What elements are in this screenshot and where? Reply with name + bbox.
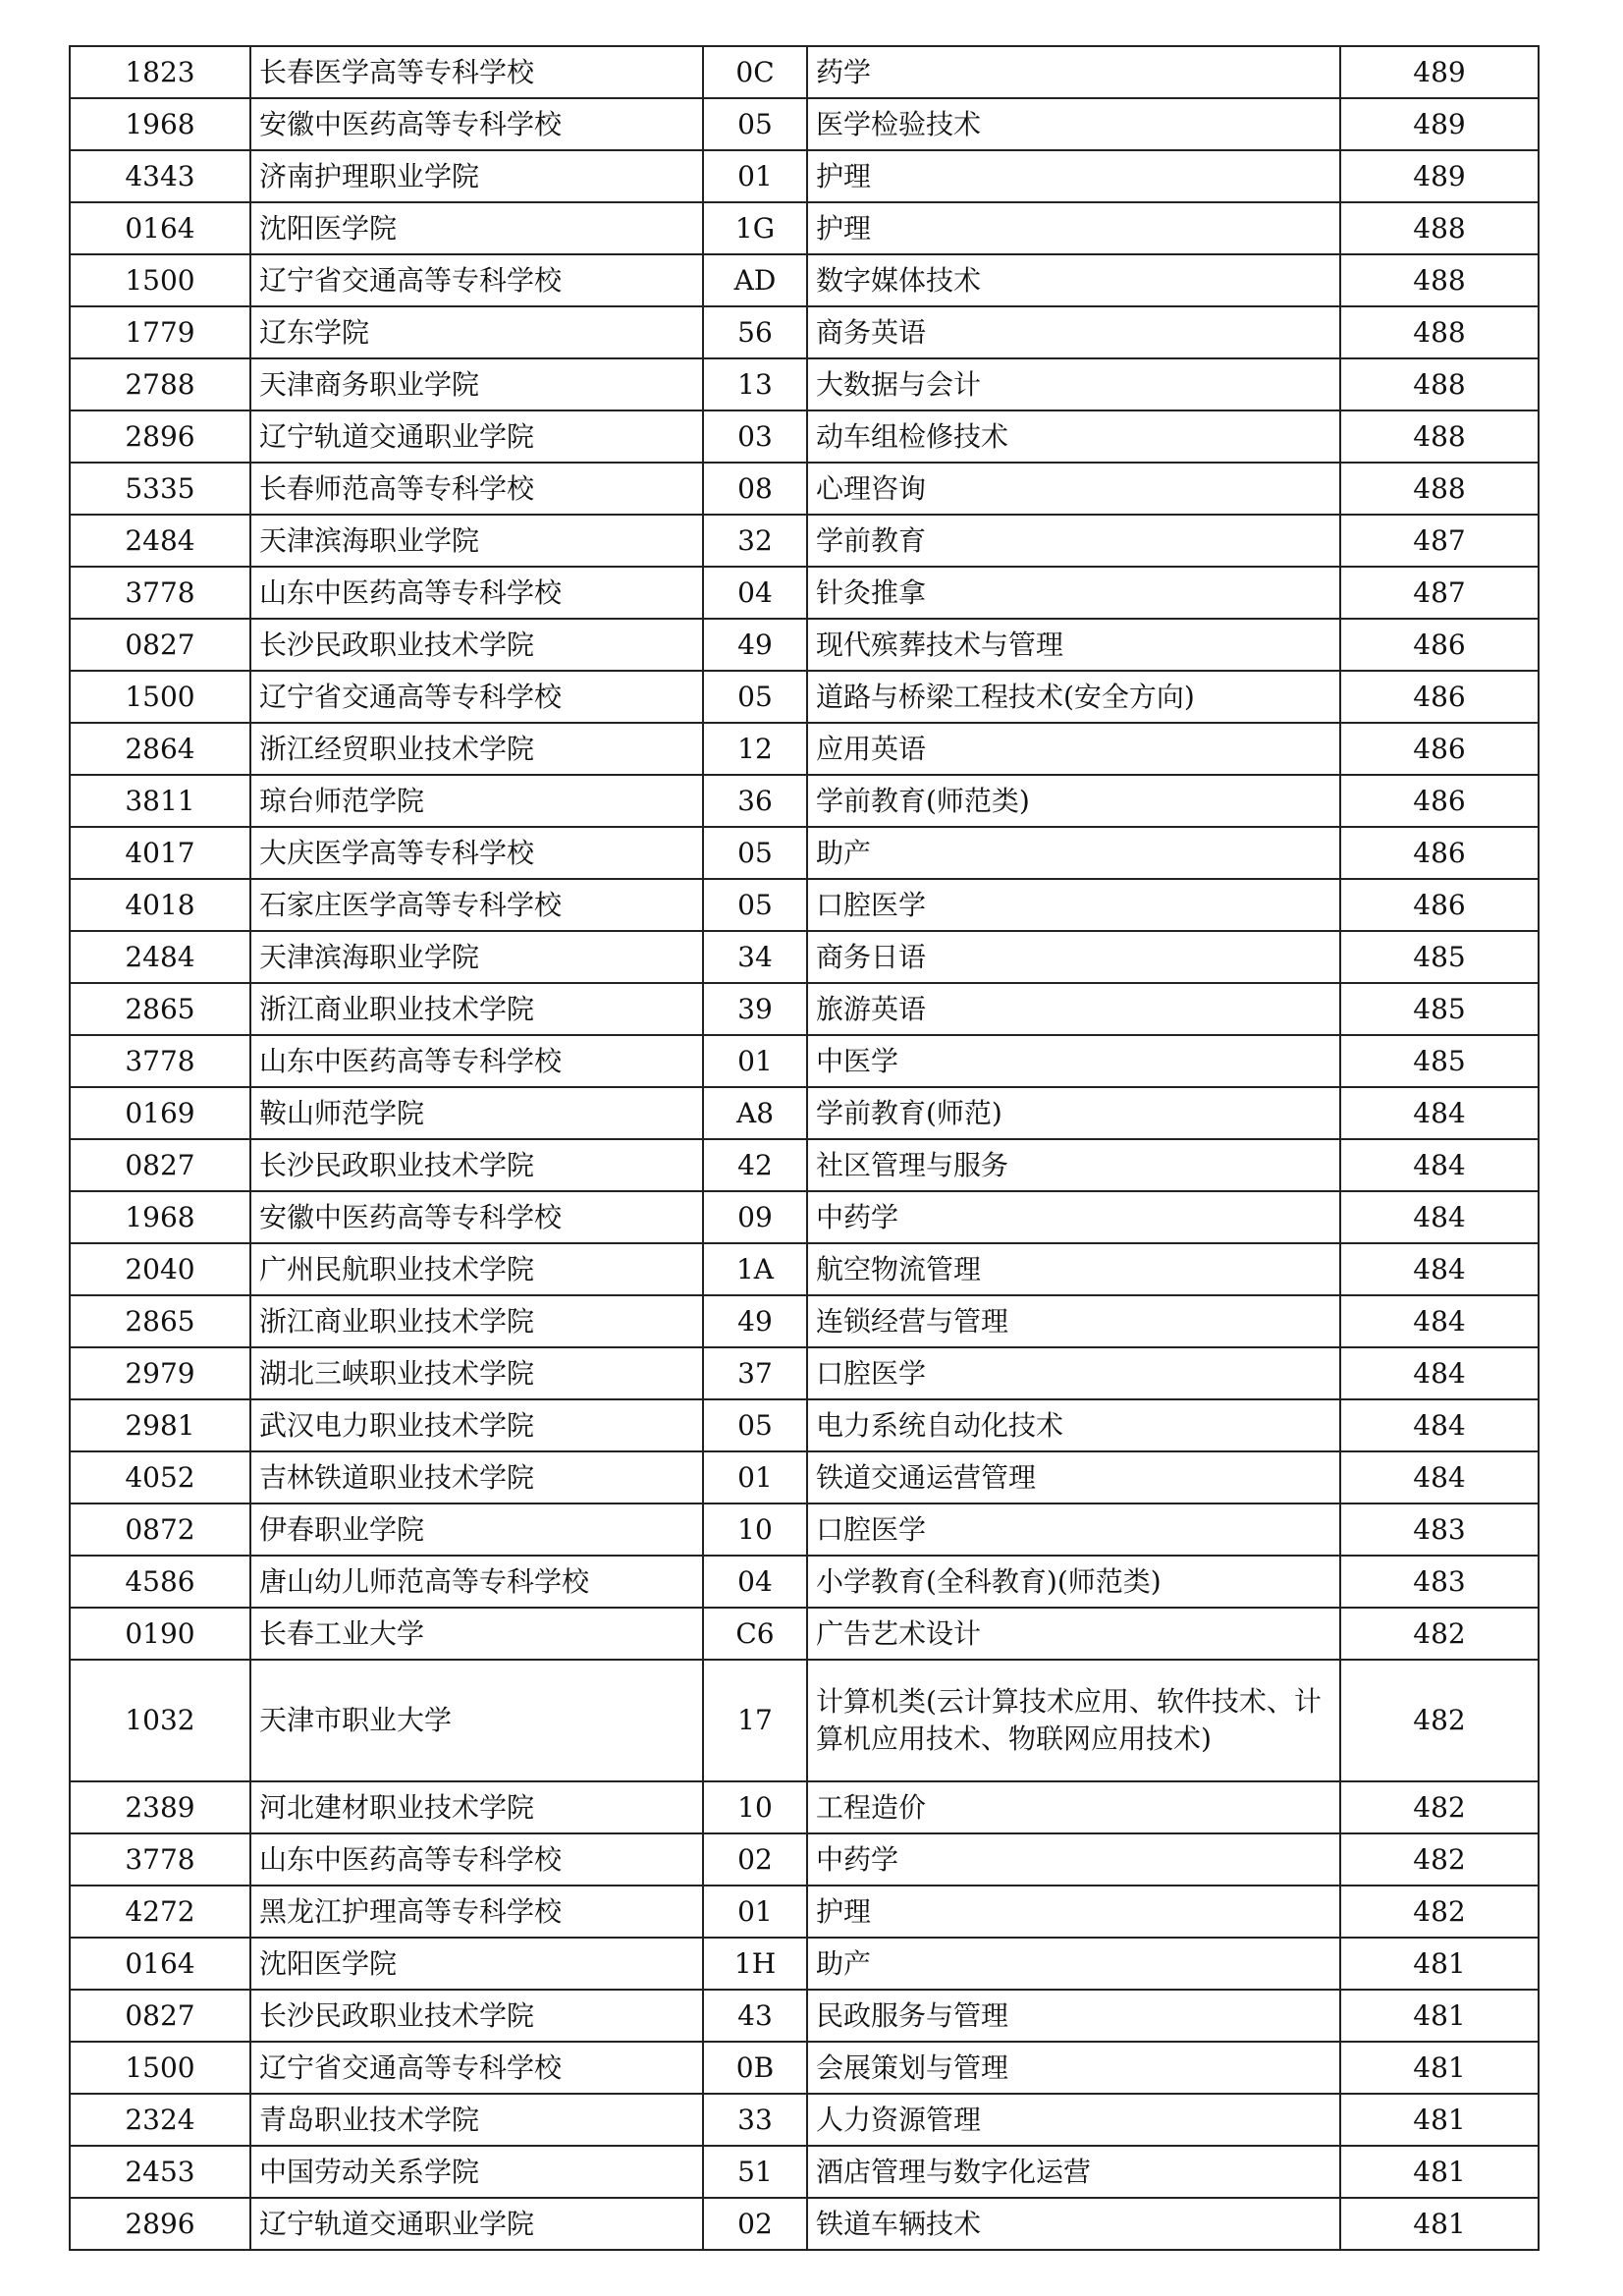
major-code-cell: 02 xyxy=(703,2198,807,2250)
major-name-cell: 计算机类(云计算技术应用、软件技术、计算机应用技术、物联网应用技术) xyxy=(807,1660,1340,1781)
major-code-cell: 03 xyxy=(703,410,807,463)
major-name-cell: 心理咨询 xyxy=(807,463,1340,515)
major-code-cell: 0B xyxy=(703,2042,807,2094)
school-name-cell: 浙江商业职业技术学院 xyxy=(250,983,703,1035)
school-code-cell: 2453 xyxy=(70,2146,250,2198)
school-code-cell: 4586 xyxy=(70,1556,250,1608)
major-name-cell: 中药学 xyxy=(807,1833,1340,1886)
school-code-cell: 2788 xyxy=(70,358,250,410)
school-code-cell: 2865 xyxy=(70,983,250,1035)
table-row xyxy=(70,931,1539,983)
school-code-cell: 4272 xyxy=(70,1886,250,1938)
major-code-cell: 05 xyxy=(703,98,807,150)
major-name-cell: 助产 xyxy=(807,1938,1340,1990)
school-code-cell: 1823 xyxy=(70,46,250,98)
table-body xyxy=(70,46,1539,2250)
major-code-cell: 37 xyxy=(703,1347,807,1399)
major-code-cell: 32 xyxy=(703,515,807,567)
score-cell: 482 xyxy=(1340,1781,1539,1833)
school-name-cell: 长春医学高等专科学校 xyxy=(250,46,703,98)
major-name-cell: 应用英语 xyxy=(807,723,1340,775)
table-row xyxy=(70,306,1539,358)
major-name-cell: 口腔医学 xyxy=(807,879,1340,931)
school-code-cell: 1032 xyxy=(70,1660,250,1781)
major-code-cell: 05 xyxy=(703,1399,807,1451)
score-cell: 486 xyxy=(1340,775,1539,827)
major-name-cell: 民政服务与管理 xyxy=(807,1990,1340,2042)
school-name-cell: 山东中医药高等专科学校 xyxy=(250,1035,703,1087)
school-name-cell: 辽东学院 xyxy=(250,306,703,358)
school-name-cell: 沈阳医学院 xyxy=(250,202,703,254)
major-code-cell: 08 xyxy=(703,463,807,515)
major-code-cell: A8 xyxy=(703,1087,807,1139)
major-name-cell: 学前教育(师范类) xyxy=(807,775,1340,827)
major-code-cell: 0C xyxy=(703,46,807,98)
school-code-cell: 3778 xyxy=(70,1035,250,1087)
table-row xyxy=(70,1938,1539,1990)
major-name-cell: 医学检验技术 xyxy=(807,98,1340,150)
school-name-cell: 山东中医药高等专科学校 xyxy=(250,567,703,619)
table-row xyxy=(70,1556,1539,1608)
table-row xyxy=(70,150,1539,202)
table-row xyxy=(70,2146,1539,2198)
school-code-cell: 2896 xyxy=(70,410,250,463)
table-row xyxy=(70,1503,1539,1556)
major-name-cell: 广告艺术设计 xyxy=(807,1608,1340,1660)
school-code-cell: 1500 xyxy=(70,254,250,306)
score-cell: 485 xyxy=(1340,983,1539,1035)
score-cell: 482 xyxy=(1340,1886,1539,1938)
school-name-cell: 辽宁省交通高等专科学校 xyxy=(250,671,703,723)
major-code-cell: 49 xyxy=(703,619,807,671)
school-name-cell: 青岛职业技术学院 xyxy=(250,2094,703,2146)
table-row xyxy=(70,983,1539,1035)
table-row xyxy=(70,1295,1539,1347)
major-name-cell: 旅游英语 xyxy=(807,983,1340,1035)
major-name-cell: 人力资源管理 xyxy=(807,2094,1340,2146)
score-cell: 484 xyxy=(1340,1191,1539,1243)
major-code-cell: 05 xyxy=(703,879,807,931)
school-name-cell: 河北建材职业技术学院 xyxy=(250,1781,703,1833)
score-cell: 488 xyxy=(1340,202,1539,254)
school-code-cell: 1779 xyxy=(70,306,250,358)
score-cell: 484 xyxy=(1340,1399,1539,1451)
table-row xyxy=(70,410,1539,463)
school-code-cell: 0827 xyxy=(70,1990,250,2042)
major-name-cell: 助产 xyxy=(807,827,1340,879)
score-cell: 481 xyxy=(1340,2094,1539,2146)
major-code-cell: 10 xyxy=(703,1781,807,1833)
major-code-cell: 49 xyxy=(703,1295,807,1347)
major-code-cell: 10 xyxy=(703,1503,807,1556)
major-name-cell: 商务日语 xyxy=(807,931,1340,983)
major-name-cell: 针灸推拿 xyxy=(807,567,1340,619)
school-name-cell: 广州民航职业技术学院 xyxy=(250,1243,703,1295)
major-name-cell: 连锁经营与管理 xyxy=(807,1295,1340,1347)
score-cell: 481 xyxy=(1340,2042,1539,2094)
table-row xyxy=(70,827,1539,879)
major-code-cell: 09 xyxy=(703,1191,807,1243)
table-row xyxy=(70,46,1539,98)
school-name-cell: 山东中医药高等专科学校 xyxy=(250,1833,703,1886)
school-name-cell: 辽宁轨道交通职业学院 xyxy=(250,410,703,463)
table-row xyxy=(70,463,1539,515)
score-cell: 486 xyxy=(1340,723,1539,775)
score-cell: 486 xyxy=(1340,879,1539,931)
major-code-cell: AD xyxy=(703,254,807,306)
score-cell: 481 xyxy=(1340,1938,1539,1990)
table-row xyxy=(70,723,1539,775)
major-name-cell: 口腔医学 xyxy=(807,1347,1340,1399)
table-row xyxy=(70,619,1539,671)
school-name-cell: 石家庄医学高等专科学校 xyxy=(250,879,703,931)
major-code-cell: 1A xyxy=(703,1243,807,1295)
table-row xyxy=(70,879,1539,931)
table-row xyxy=(70,2198,1539,2250)
school-name-cell: 天津滨海职业学院 xyxy=(250,931,703,983)
school-code-cell: 0164 xyxy=(70,1938,250,1990)
table-row xyxy=(70,671,1539,723)
school-code-cell: 2979 xyxy=(70,1347,250,1399)
school-code-cell: 1500 xyxy=(70,2042,250,2094)
score-cell: 486 xyxy=(1340,827,1539,879)
score-cell: 488 xyxy=(1340,463,1539,515)
major-name-cell: 护理 xyxy=(807,1886,1340,1938)
table-row xyxy=(70,1399,1539,1451)
school-name-cell: 浙江商业职业技术学院 xyxy=(250,1295,703,1347)
school-code-cell: 0164 xyxy=(70,202,250,254)
school-name-cell: 武汉电力职业技术学院 xyxy=(250,1399,703,1451)
major-code-cell: 05 xyxy=(703,827,807,879)
major-name-cell: 道路与桥梁工程技术(安全方向) xyxy=(807,671,1340,723)
school-name-cell: 大庆医学高等专科学校 xyxy=(250,827,703,879)
major-code-cell: 01 xyxy=(703,1451,807,1503)
school-code-cell: 3778 xyxy=(70,567,250,619)
school-name-cell: 黑龙江护理高等专科学校 xyxy=(250,1886,703,1938)
score-cell: 488 xyxy=(1340,306,1539,358)
major-code-cell: 51 xyxy=(703,2146,807,2198)
table-row xyxy=(70,1243,1539,1295)
table-row xyxy=(70,1191,1539,1243)
major-code-cell: 34 xyxy=(703,931,807,983)
major-name-cell: 航空物流管理 xyxy=(807,1243,1340,1295)
major-name-cell: 动车组检修技术 xyxy=(807,410,1340,463)
score-cell: 482 xyxy=(1340,1608,1539,1660)
table-row xyxy=(70,2042,1539,2094)
school-code-cell: 4343 xyxy=(70,150,250,202)
school-name-cell: 鞍山师范学院 xyxy=(250,1087,703,1139)
school-code-cell: 4018 xyxy=(70,879,250,931)
school-code-cell: 0827 xyxy=(70,1139,250,1191)
table-row xyxy=(70,202,1539,254)
score-cell: 484 xyxy=(1340,1451,1539,1503)
table-row xyxy=(70,1451,1539,1503)
major-name-cell: 电力系统自动化技术 xyxy=(807,1399,1340,1451)
school-code-cell: 0827 xyxy=(70,619,250,671)
school-code-cell: 0169 xyxy=(70,1087,250,1139)
major-name-cell: 中药学 xyxy=(807,1191,1340,1243)
school-code-cell: 5335 xyxy=(70,463,250,515)
school-name-cell: 长沙民政职业技术学院 xyxy=(250,1139,703,1191)
school-name-cell: 琼台师范学院 xyxy=(250,775,703,827)
major-code-cell: 04 xyxy=(703,567,807,619)
table-row xyxy=(70,1139,1539,1191)
table-row xyxy=(70,1660,1539,1781)
score-cell: 489 xyxy=(1340,98,1539,150)
school-code-cell: 2865 xyxy=(70,1295,250,1347)
school-name-cell: 长春工业大学 xyxy=(250,1608,703,1660)
school-name-cell: 沈阳医学院 xyxy=(250,1938,703,1990)
major-code-cell: 01 xyxy=(703,1035,807,1087)
table-row xyxy=(70,1781,1539,1833)
school-name-cell: 长春师范高等专科学校 xyxy=(250,463,703,515)
major-code-cell: 1G xyxy=(703,202,807,254)
school-name-cell: 湖北三峡职业技术学院 xyxy=(250,1347,703,1399)
score-cell: 488 xyxy=(1340,358,1539,410)
school-name-cell: 唐山幼儿师范高等专科学校 xyxy=(250,1556,703,1608)
score-cell: 485 xyxy=(1340,1035,1539,1087)
major-name-cell: 护理 xyxy=(807,202,1340,254)
score-cell: 481 xyxy=(1340,2146,1539,2198)
table-row xyxy=(70,775,1539,827)
major-name-cell: 学前教育 xyxy=(807,515,1340,567)
major-name-cell: 大数据与会计 xyxy=(807,358,1340,410)
school-code-cell: 4052 xyxy=(70,1451,250,1503)
school-code-cell: 2864 xyxy=(70,723,250,775)
table-row xyxy=(70,1087,1539,1139)
score-cell: 484 xyxy=(1340,1347,1539,1399)
school-code-cell: 2896 xyxy=(70,2198,250,2250)
school-code-cell: 1968 xyxy=(70,1191,250,1243)
major-name-cell: 社区管理与服务 xyxy=(807,1139,1340,1191)
major-name-cell: 铁道交通运营管理 xyxy=(807,1451,1340,1503)
major-code-cell: 13 xyxy=(703,358,807,410)
major-name-cell: 会展策划与管理 xyxy=(807,2042,1340,2094)
major-code-cell: 01 xyxy=(703,1886,807,1938)
table-row xyxy=(70,1035,1539,1087)
school-code-cell: 2040 xyxy=(70,1243,250,1295)
school-name-cell: 伊春职业学院 xyxy=(250,1503,703,1556)
score-cell: 483 xyxy=(1340,1556,1539,1608)
table-row xyxy=(70,1347,1539,1399)
score-cell: 484 xyxy=(1340,1295,1539,1347)
school-name-cell: 天津商务职业学院 xyxy=(250,358,703,410)
score-cell: 484 xyxy=(1340,1139,1539,1191)
school-code-cell: 1500 xyxy=(70,671,250,723)
major-code-cell: 42 xyxy=(703,1139,807,1191)
major-name-cell: 现代殡葬技术与管理 xyxy=(807,619,1340,671)
major-code-cell: 02 xyxy=(703,1833,807,1886)
table-row xyxy=(70,515,1539,567)
school-code-cell: 2981 xyxy=(70,1399,250,1451)
major-name-cell: 数字媒体技术 xyxy=(807,254,1340,306)
major-name-cell: 护理 xyxy=(807,150,1340,202)
major-code-cell: 04 xyxy=(703,1556,807,1608)
school-code-cell: 3778 xyxy=(70,1833,250,1886)
school-name-cell: 济南护理职业学院 xyxy=(250,150,703,202)
major-code-cell: 36 xyxy=(703,775,807,827)
major-name-cell: 学前教育(师范) xyxy=(807,1087,1340,1139)
major-name-cell: 商务英语 xyxy=(807,306,1340,358)
school-name-cell: 安徽中医药高等专科学校 xyxy=(250,98,703,150)
score-cell: 486 xyxy=(1340,619,1539,671)
score-cell: 489 xyxy=(1340,46,1539,98)
table-row xyxy=(70,98,1539,150)
score-cell: 488 xyxy=(1340,254,1539,306)
major-code-cell: 17 xyxy=(703,1660,807,1781)
score-cell: 481 xyxy=(1340,2198,1539,2250)
table-row xyxy=(70,1608,1539,1660)
major-name-cell: 药学 xyxy=(807,46,1340,98)
table-row xyxy=(70,567,1539,619)
major-code-cell: 01 xyxy=(703,150,807,202)
school-code-cell: 2484 xyxy=(70,931,250,983)
school-code-cell: 2484 xyxy=(70,515,250,567)
major-code-cell: 1H xyxy=(703,1938,807,1990)
school-name-cell: 辽宁省交通高等专科学校 xyxy=(250,254,703,306)
score-cell: 485 xyxy=(1340,931,1539,983)
score-cell: 483 xyxy=(1340,1503,1539,1556)
table-row xyxy=(70,254,1539,306)
table-row xyxy=(70,2094,1539,2146)
score-cell: 482 xyxy=(1340,1833,1539,1886)
school-code-cell: 3811 xyxy=(70,775,250,827)
major-code-cell: 12 xyxy=(703,723,807,775)
score-cell: 486 xyxy=(1340,671,1539,723)
school-code-cell: 0190 xyxy=(70,1608,250,1660)
school-name-cell: 辽宁省交通高等专科学校 xyxy=(250,2042,703,2094)
score-cell: 487 xyxy=(1340,515,1539,567)
table-row xyxy=(70,1886,1539,1938)
score-cell: 484 xyxy=(1340,1243,1539,1295)
major-name-cell: 工程造价 xyxy=(807,1781,1340,1833)
school-name-cell: 长沙民政职业技术学院 xyxy=(250,619,703,671)
score-cell: 489 xyxy=(1340,150,1539,202)
table-row xyxy=(70,358,1539,410)
score-cell: 487 xyxy=(1340,567,1539,619)
score-cell: 488 xyxy=(1340,410,1539,463)
school-code-cell: 0872 xyxy=(70,1503,250,1556)
score-cell: 484 xyxy=(1340,1087,1539,1139)
major-name-cell: 铁道车辆技术 xyxy=(807,2198,1340,2250)
school-name-cell: 中国劳动关系学院 xyxy=(250,2146,703,2198)
school-name-cell: 辽宁轨道交通职业学院 xyxy=(250,2198,703,2250)
score-cell: 481 xyxy=(1340,1990,1539,2042)
school-name-cell: 天津滨海职业学院 xyxy=(250,515,703,567)
major-name-cell: 中医学 xyxy=(807,1035,1340,1087)
major-name-cell: 小学教育(全科教育)(师范类) xyxy=(807,1556,1340,1608)
school-name-cell: 吉林铁道职业技术学院 xyxy=(250,1451,703,1503)
major-code-cell: 33 xyxy=(703,2094,807,2146)
major-name-cell: 酒店管理与数字化运营 xyxy=(807,2146,1340,2198)
major-name-cell: 口腔医学 xyxy=(807,1503,1340,1556)
table-row xyxy=(70,1990,1539,2042)
score-cell: 482 xyxy=(1340,1660,1539,1781)
school-name-cell: 天津市职业大学 xyxy=(250,1660,703,1781)
admission-score-table xyxy=(69,45,1540,2251)
major-code-cell: 05 xyxy=(703,671,807,723)
major-code-cell: 43 xyxy=(703,1990,807,2042)
school-code-cell: 2324 xyxy=(70,2094,250,2146)
school-name-cell: 浙江经贸职业技术学院 xyxy=(250,723,703,775)
school-name-cell: 安徽中医药高等专科学校 xyxy=(250,1191,703,1243)
school-code-cell: 4017 xyxy=(70,827,250,879)
school-code-cell: 2389 xyxy=(70,1781,250,1833)
school-code-cell: 1968 xyxy=(70,98,250,150)
table-row xyxy=(70,1833,1539,1886)
major-code-cell: C6 xyxy=(703,1608,807,1660)
major-code-cell: 56 xyxy=(703,306,807,358)
major-code-cell: 39 xyxy=(703,983,807,1035)
school-name-cell: 长沙民政职业技术学院 xyxy=(250,1990,703,2042)
